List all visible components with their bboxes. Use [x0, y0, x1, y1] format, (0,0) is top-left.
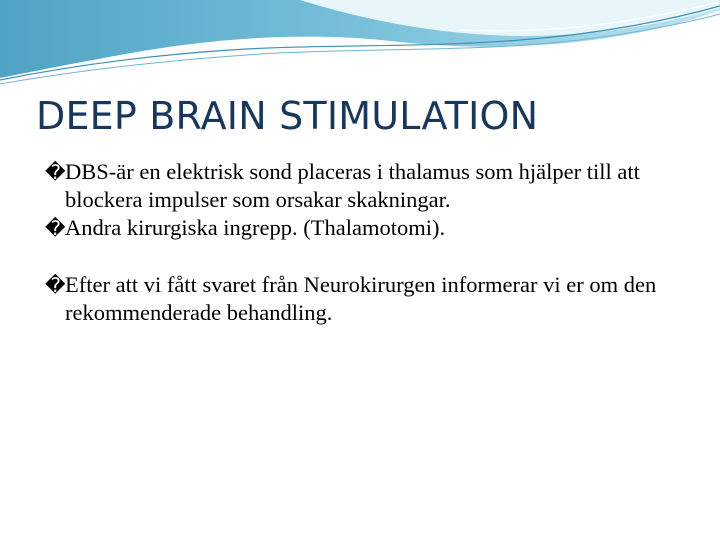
slide-body [45, 158, 685, 327]
bullet-text: DBS-är en elektrisk sond placeras i thalamus som hjälper till att blockera impulser som orsakar skakningar. [65, 159, 640, 212]
bullet-text: Efter att vi fått svaret från Neurokirurgen informerar vi er om den rekommenderade behandling. [65, 272, 657, 325]
slide-title: DEEP BRAIN STIMULATION [36, 94, 539, 138]
bullet-item [45, 214, 685, 242]
header-wave-decoration [0, 0, 720, 90]
bullet-item [45, 158, 685, 214]
bullet-item [45, 271, 685, 327]
spacer [45, 242, 685, 271]
bullet-glyph-icon: � [45, 273, 66, 297]
bullet-glyph-icon: � [45, 160, 66, 184]
bullet-glyph-icon: � [45, 216, 66, 240]
bullet-text: Andra kirurgiska ingrepp. (Thalamotomi). [65, 215, 446, 240]
